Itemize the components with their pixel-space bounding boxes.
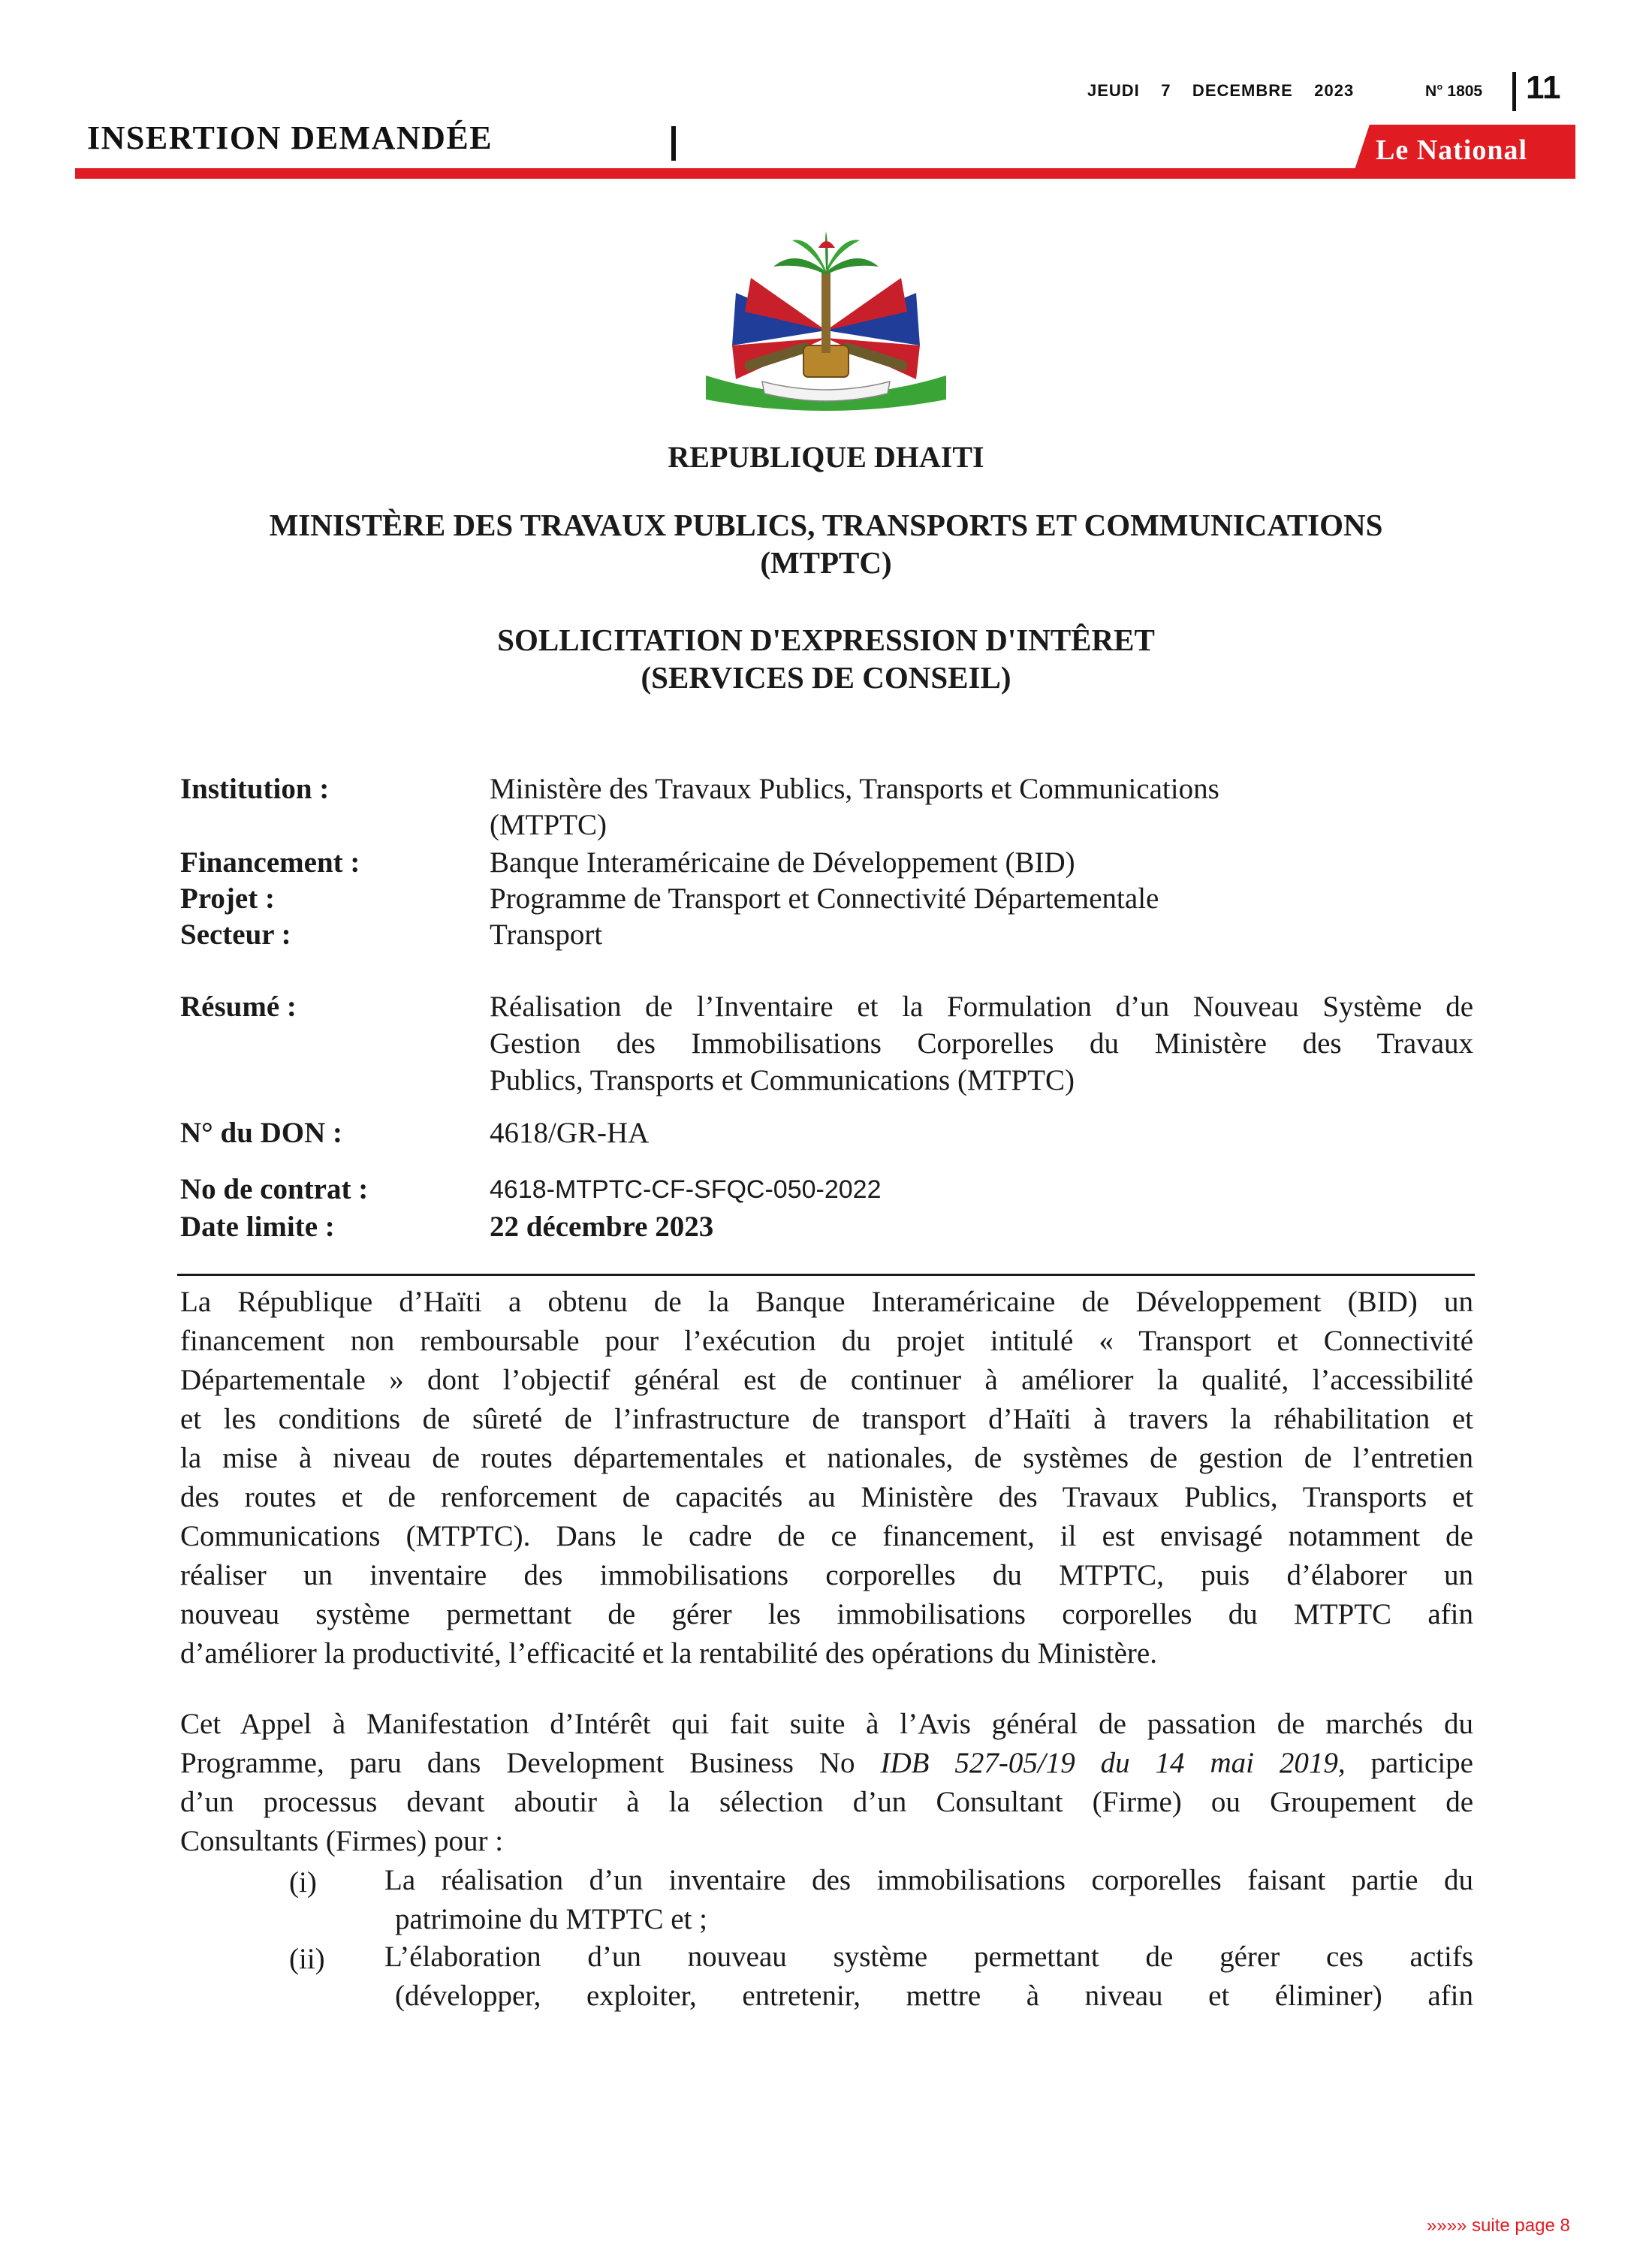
section-divider [671,126,676,161]
financement-label: Financement : [180,846,360,879]
paragraph-line [180,1744,1473,1783]
page-number: 11 [1526,69,1561,106]
ministry-title: MINISTÈRE DES TRAVAUX PUBLICS, TRANSPORTS ET COMMUNICATIONS [269,508,1383,542]
resume-line-2: Gestion des Immobilisations Corporelles du Ministère des Travaux [490,1027,1473,1060]
ministry-acronym: (MTPTC) [760,545,892,580]
paragraph-line: d’un processus devant aboutir à la sélection d’un Consultant (Firme) ou Groupement de [180,1786,1473,1818]
header-separator [1512,72,1516,111]
coat-of-arms-icon [691,225,961,413]
list-item [384,1938,1473,2016]
paragraph-line: et les conditions de sûreté de l’infrastructure de transport d’Haïti à travers la réhabilitation et [180,1403,1473,1435]
list-item-line: (développer, exploiter, entretenir, mettre à niveau et éliminer) afin [395,1980,1473,2012]
don-label: N° du DON : [180,1117,343,1149]
list-item-line: patrimoine du MTPTC et ; [395,1903,707,1935]
paragraph-line: Consultants (Firmes) pour : [180,1825,504,1857]
date-limite-value: 22 décembre 2023 [490,1211,714,1243]
projet-label: Projet : [180,882,275,915]
solicitation-subtitle: (SERVICES DE CONSEIL) [641,660,1011,695]
resume-label: Résumé : [180,991,297,1023]
intro-paragraph [180,1283,1473,1673]
projet-value: Programme de Transport et Connectivité Départementale [490,882,1159,915]
financement-value: Banque Interaméricaine de Développement (BID) [490,846,1075,879]
list-item-line: L’élaboration d’un nouveau système permettant de gérer ces actifs [384,1941,1473,1973]
call-paragraph [180,1705,1473,1861]
date-limite-label: Date limite : [180,1211,335,1243]
solicitation-title: SOLLICITATION D'EXPRESSION D'INTÊRET [497,623,1155,657]
paragraph-line: nouveau système permettant de gérer les immobilisations corporelles du MTPTC afin [180,1598,1473,1630]
reference-number: IDB 527-05/19 du 14 mai 2019, [880,1747,1346,1779]
paragraph-line: Départementale » dont l’objectif général est de continuer à améliorer la qualité, l’accessibilité [180,1364,1473,1396]
resume-line-3: Publics, Transports et Communications (MTPTC) [490,1064,1075,1096]
issue-number: N° 1805 [1425,83,1483,100]
contrat-value: 4618-MTPTC-CF-SFQC-050-2022 [490,1175,882,1204]
reference-prefix: Programme, paru dans Development Business No [180,1747,881,1779]
secteur-label: Secteur : [180,918,291,951]
don-value: 4618/GR-HA [490,1117,650,1149]
list-item-line: La réalisation d’un inventaire des immobilisations corporelles faisant partie du [384,1864,1473,1896]
list-item [384,1861,1473,1939]
list-item-number: (ii) [289,1943,325,1975]
section-label: INSERTION DEMANDÉE [87,119,493,156]
paragraph-line: des routes et de renforcement de capacités au Ministère des Travaux Publics, Transports et [180,1481,1473,1513]
continued-note: »»»» suite page 8 [1427,2215,1570,2236]
institution-label: Institution : [180,773,330,805]
paragraph-line: La République d’Haïti a obtenu de la Banque Interaméricaine de Développement (BID) un [180,1286,1473,1318]
secteur-value: Transport [490,918,603,951]
paragraph-line: Communications (MTPTC). Dans le cadre de ce financement, il est envisagé notamment de [180,1520,1473,1552]
header-red-rule [75,168,1575,179]
paragraph-line: financement non remboursable pour l’exécution du projet intitulé « Transport et Connectivité [180,1325,1473,1357]
paragraph-line: la mise à niveau de routes départementales et nationales, de systèmes de gestion de l’entretien [180,1442,1473,1474]
list-item-number: (i) [289,1866,317,1899]
institution-value-2: (MTPTC) [490,809,607,841]
section-rule [177,1274,1475,1276]
issue-date: JEUDI 7 DECEMBRE 2023 [1087,81,1355,100]
republic-title: REPUBLIQUE DHAITI [668,440,984,474]
contrat-label: No de contrat : [180,1173,369,1205]
paragraph-line: Cet Appel à Manifestation d’Intérêt qui fait suite à l’Avis général de passation de marchés du [180,1708,1473,1740]
publication-name: Le National [1376,134,1528,166]
institution-value: Ministère des Travaux Publics, Transports et Communications [490,773,1219,805]
paragraph-line: réaliser un inventaire des immobilisations corporelles du MTPTC, puis d’élaborer un [180,1559,1473,1591]
paragraph-line: d’améliorer la productivité, l’efficacité et la rentabilité des opérations du Ministère. [180,1637,1157,1669]
reference-suffix: participe [1345,1747,1473,1779]
resume-line-1: Réalisation de l’Inventaire et la Formulation d’un Nouveau Système de [490,991,1473,1023]
